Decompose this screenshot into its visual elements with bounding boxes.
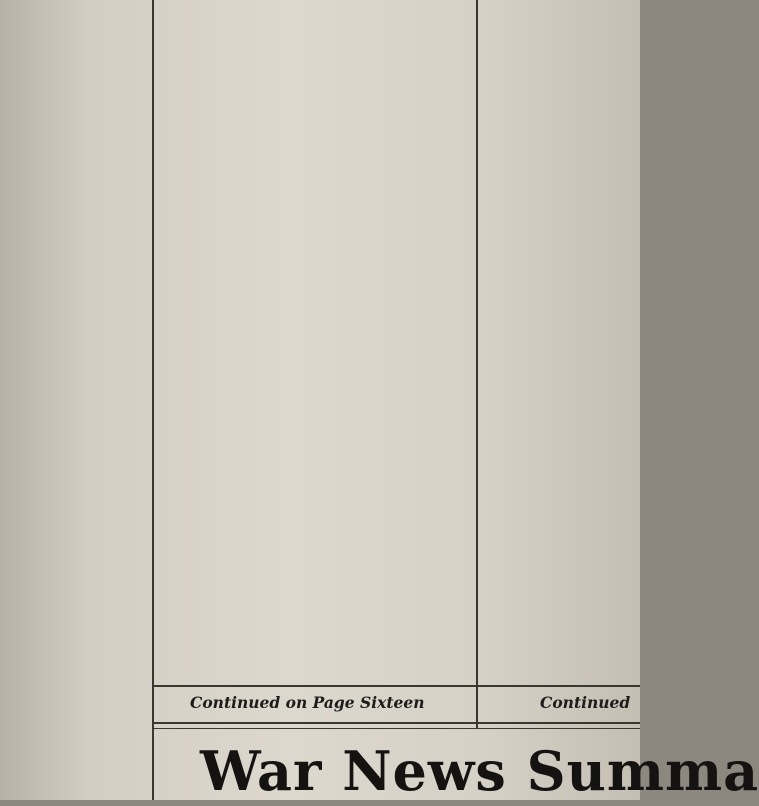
continued-middle: Continued on Page Sixteen (190, 693, 425, 712)
continued-right: Continued (540, 693, 631, 712)
column-rule-left (152, 0, 154, 800)
section-headline: War News Summa (200, 739, 759, 803)
headline-rule-upper (152, 722, 640, 724)
headline-rule-lower (152, 728, 640, 729)
continued-rule-top (152, 685, 640, 687)
column-rule-right (476, 0, 478, 728)
